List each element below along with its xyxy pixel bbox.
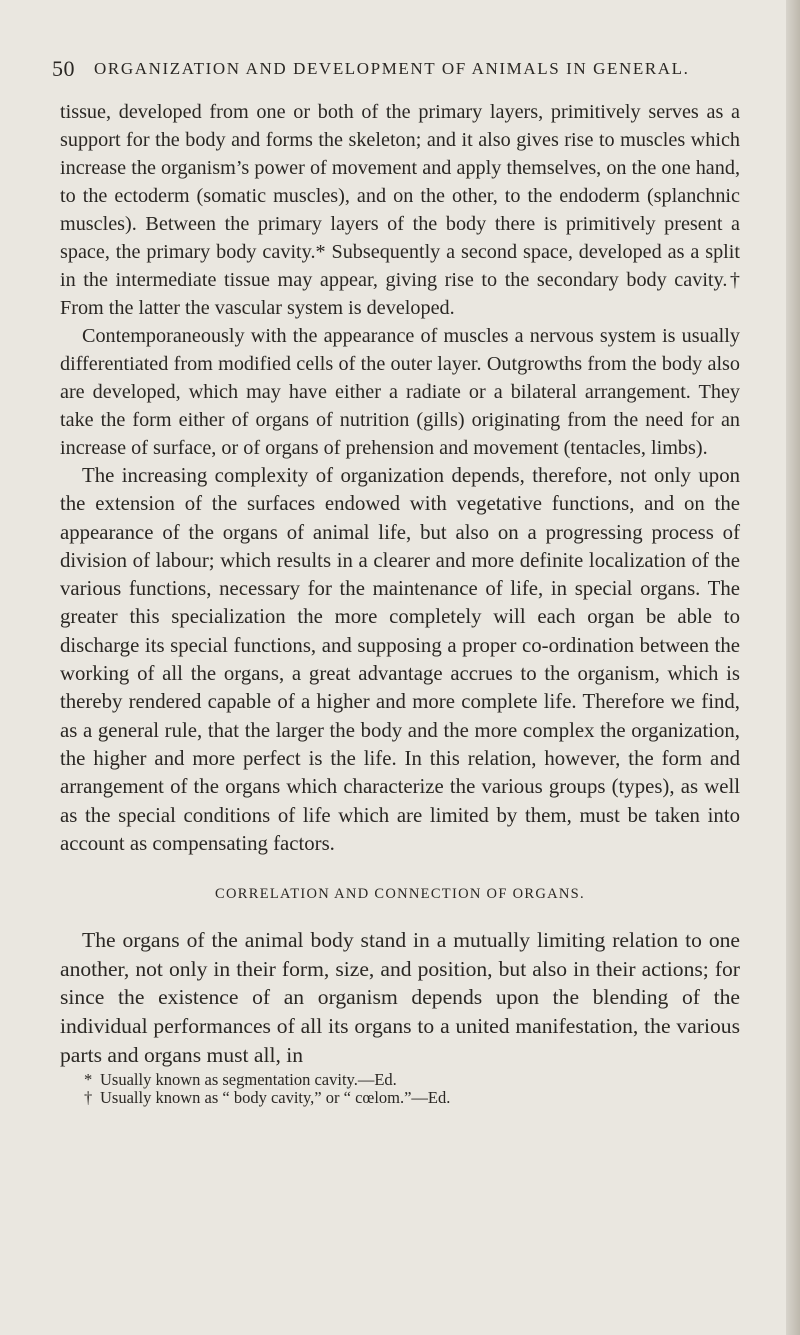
footnote-mark: * [84,1070,93,1090]
footnote-text: Usually known as “ body cavity,” or “ cœlom.”—Ed. [100,1088,451,1108]
paragraph-correlation: The organs of the animal body stand in a mutually limiting relation to one another, not only in their form, size, and position, but also in their actions; for since the existence of an organism depends upon the blending of the individual performances of all its organs to a united manifestation, the various parts and organs must all, in [60,928,740,1067]
paragraph-complexity: The increasing complexity of organization depends, therefore, not only upon the extension of the surfaces endowed with vegetative functions, and on the appearance of the organs of animal life, but also on a progressing process of division of labour; which results in a clearer and more definite localization of the various functions, necessary for the maintenance of life, in special organs. The greater this specialization the more completely will each organ be able to discharge its special functions, and supposing a proper co-ordination between the working of all the organs, a great advantage accrues to the organism, which is thereby rendered capable of a higher and more complete life. Therefore we find, as a general rule, that the larger the body and the more complex the organization, the higher and more perfect is the life. In this relation, however, the form and arrangement of the organs which characterize the various groups (types), as well as the special conditions of life which are limited by them, must be taken into account as compensating factors. [60,464,740,855]
footnote-mark: † [84,1088,93,1108]
footnote-item [84,1071,740,1089]
footnotes [60,1071,740,1107]
page-number: 50 [52,56,75,81]
paragraph-nervous-system: Contemporaneously with the appearance of muscles a nervous system is usually differentiated from modified cells of the outer layer. Outgrowths from the body also are developed, which may have either a radiate or a bilateral arrangement. They take the form either of organs of nutrition (gills) originating from the need for an increase of surface, or of organs of prehension and movement (tentacles, limbs). [60,325,740,459]
footnote-item [84,1089,740,1107]
section-heading: CORRELATION AND CONNECTION OF ORGANS. [215,886,585,903]
body-text [60,98,740,1107]
paragraph-continued: tissue, developed from one or both of the primary layers, primitively serves as a support for the body and forms the skeleton; and it also gives rise to muscles which increase the organism’s power of movement and apply themselves, on the one hand, to the ectoderm (somatic muscles), and on the other, to the endoderm (splanchnic muscles). Between the primary layers of the body there is primitively present a space, the primary body cavity.* Subsequently a second space, developed as a split in the intermediate tissue may appear, giving rise to the secondary body cavity.† From the latter the vascular system is developed. [60,101,740,319]
page-edge-shadow [786,0,800,1335]
page-header [52,56,742,86]
running-head: ORGANIZATION AND DEVELOPMENT OF ANIMALS IN GENERAL. [94,59,690,78]
footnote-text: Usually known as segmentation cavity.—Ed. [100,1070,397,1090]
